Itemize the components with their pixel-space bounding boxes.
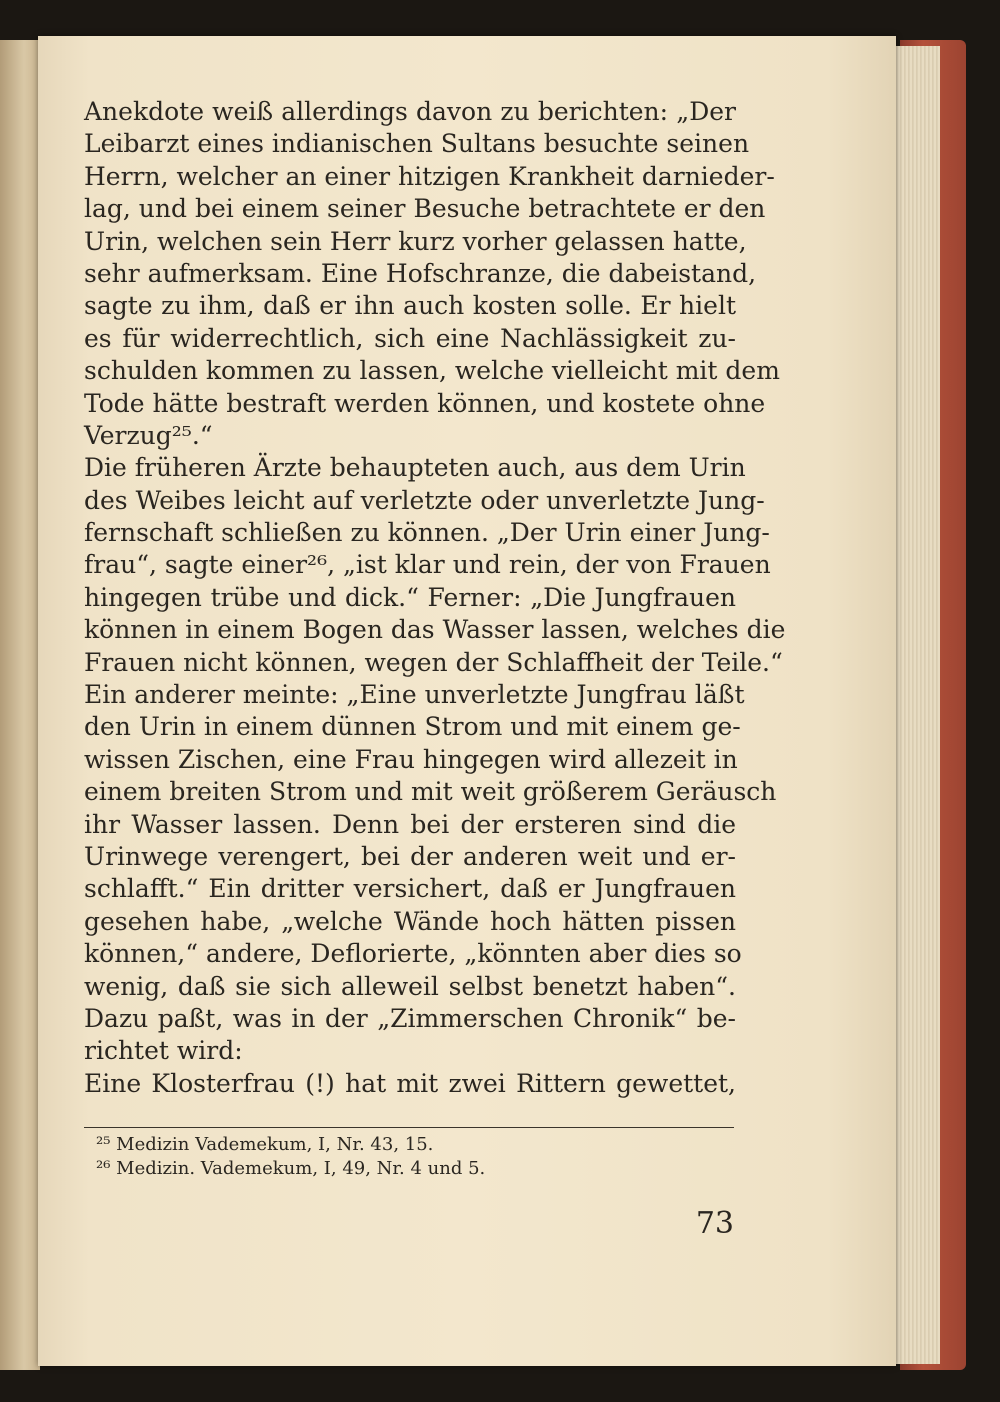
text-line: des Weibes leicht auf verletzte oder unverletzte Jung- (84, 485, 765, 515)
text-line: Anekdote weiß allerdings davon zu berichten: „Der (84, 97, 736, 126)
text-line: wenig, daß sie sich alleweil selbst benetzt haben“. (84, 971, 736, 1001)
text-line: es für widerrechtlich, sich eine Nachlässigkeit zu- (84, 323, 736, 353)
text-line: schulden kommen zu lassen, welche vielleicht mit dem (84, 356, 780, 386)
text-line: Frauen nicht können, wegen der Schlaffheit der Teile.“ (84, 647, 783, 677)
text-line: Die früheren Ärzte behaupteten auch, aus dem Urin (84, 453, 746, 483)
text-line: Verzug²⁵.“ (84, 420, 213, 450)
text-line: wissen Zischen, eine Frau hingegen wird allezeit in (84, 744, 738, 774)
text-line: können,“ andere, Deflorierte, „könnten aber dies so (84, 939, 742, 969)
text-line: hingegen trübe und dick.“ Ferner: „Die Jungfrauen (84, 582, 736, 612)
footnote-26: ²⁶ Medizin. Vademekum, I, 49, Nr. 4 und 5. (96, 1158, 486, 1179)
text-line: Leibarzt eines indianischen Sultans besuchte seinen (84, 129, 750, 159)
footnotes (96, 1133, 696, 1181)
text-line: lag, und bei einem seiner Besuche betrachtete er den (84, 194, 766, 224)
footnote-25: ²⁵ Medizin Vademekum, I, Nr. 43, 15. (96, 1134, 434, 1155)
text-line: sehr aufmerksam. Eine Hofschranze, die dabeistand, (84, 258, 757, 288)
left-page-edge (0, 40, 40, 1370)
text-line: Urinwege verengert, bei der anderen weit und er- (84, 841, 736, 871)
text-line: ihr Wasser lassen. Denn bei der ersteren sind die (84, 809, 736, 839)
text-line: einem breiten Strom und mit weit größerem Geräusch (84, 777, 777, 807)
text-line: können in einem Bogen das Wasser lassen, welches die (84, 615, 786, 645)
text-line: Dazu paßt, was in der „Zimmerschen Chronik“ be- (84, 1003, 736, 1033)
text-line: Herrn, welcher an einer hitzigen Krankheit darnieder- (84, 161, 775, 191)
body-text (84, 96, 786, 1100)
text-line: schlafft.“ Ein dritter versichert, daß er Jungfrauen (84, 874, 736, 904)
text-line: sagte zu ihm, daß er ihn auch kosten solle. Er hielt (84, 291, 736, 321)
page-number: 73 (695, 1206, 734, 1241)
footnote-rule (84, 1127, 734, 1128)
text-line: Ein anderer meinte: „Eine unverletzte Jungfrau läßt (84, 680, 745, 710)
text-line: frau“, sagte einer²⁶, „ist klar und rein, der von Frauen (84, 550, 771, 580)
text-line: Urin, welchen sein Herr kurz vorher gelassen hatte, (84, 226, 747, 256)
text-line: Tode hätte bestraft werden können, und kostete ohne (84, 388, 766, 418)
text-line: den Urin in einem dünnen Strom und mit einem ge- (84, 712, 741, 742)
text-line: Eine Klosterfrau (!) hat mit zwei Rittern gewettet, (84, 1068, 736, 1098)
text-line: fernschaft schließen zu können. „Der Urin einer Jung- (84, 518, 770, 548)
text-line: gesehen habe, „welche Wände hoch hätten pissen (84, 906, 736, 936)
text-line: richtet wird: (84, 1036, 243, 1066)
